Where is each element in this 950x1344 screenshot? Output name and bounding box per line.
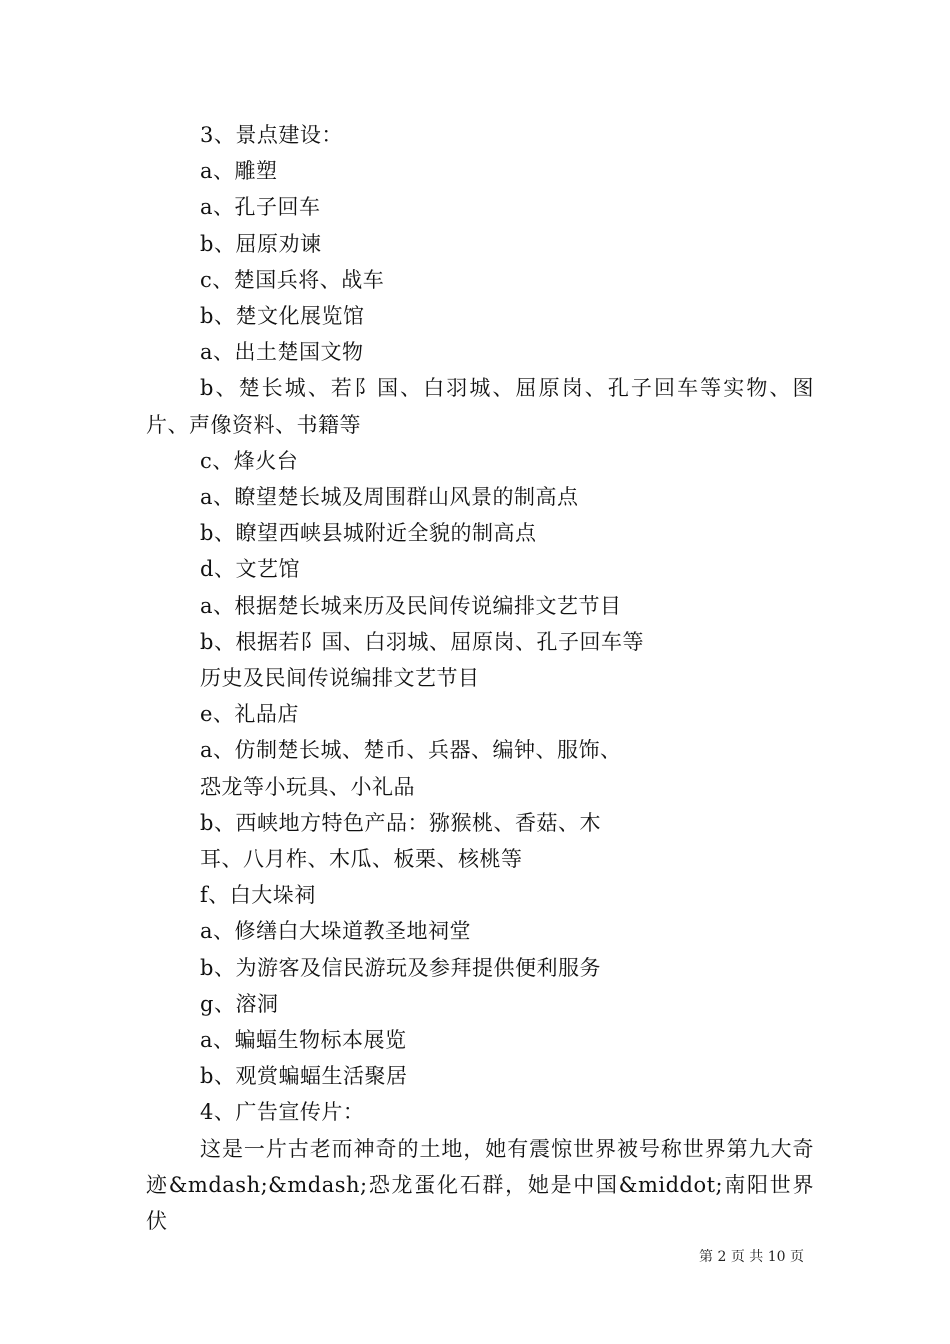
- list-item: a、根据楚长城来历及民间传说编排文艺节目: [200, 593, 622, 618]
- list-item: a、仿制楚长城、楚币、兵器、编钟、服饰、: [200, 738, 622, 763]
- list-item-continuation: 耳、八月柞、木瓜、板栗、核桃等: [200, 847, 523, 872]
- list-item: g、溶洞: [200, 991, 279, 1016]
- list-item-continuation: 历史及民间传说编排文艺节目: [200, 666, 480, 691]
- section-heading-scenic-construction: 3、景点建设：: [200, 123, 343, 147]
- list-item: c、烽火台: [200, 448, 299, 473]
- list-item: b、观赏蝙蝠生活聚居: [200, 1064, 408, 1089]
- list-item: a、孔子回车: [200, 195, 321, 220]
- list-item-continuation: 恐龙等小玩具、小礼品: [200, 774, 415, 799]
- page-number-footer: 第 2 页 共 10 页: [699, 1249, 804, 1265]
- list-item: a、雕塑: [200, 159, 278, 184]
- section-heading-promo-video: 4、广告宣传片：: [200, 1100, 365, 1125]
- list-item: b、西峡地方特色产品：猕猴桃、香菇、木: [200, 810, 601, 835]
- body-paragraph: 这是一片古老而神奇的土地，她有震惊世界被号称世界第九大奇迹&mdash;&mdash;恐龙蛋化石群，她是中国&middot;南阳世界伏: [146, 1136, 814, 1234]
- list-item: b、屈原劝谏: [200, 231, 322, 256]
- list-item: a、瞭望楚长城及周围群山风景的制高点: [200, 485, 579, 510]
- list-item: a、出土楚国文物: [200, 340, 364, 365]
- list-item: b、楚文化展览馆: [200, 304, 365, 329]
- list-item-wrapped: b、楚长城、若阝国、白羽城、屈原岗、孔子回车等实物、图片、声像资料、书籍等: [146, 376, 814, 437]
- list-item: a、蝙蝠生物标本展览: [200, 1028, 407, 1053]
- list-item: b、瞭望西峡县城附近全貌的制高点: [200, 521, 537, 546]
- document-body: [146, 117, 814, 1239]
- list-item: a、修缮白大垛道教圣地祠堂: [200, 919, 472, 944]
- list-item: b、为游客及信民游玩及参拜提供便利服务: [200, 955, 601, 980]
- list-item: f、白大垛祠: [200, 883, 316, 908]
- list-item: e、礼品店: [200, 702, 299, 727]
- list-item: d、文艺馆: [200, 557, 300, 582]
- list-item: c、楚国兵将、战车: [200, 267, 385, 292]
- list-item: b、根据若阝国、白羽城、屈原岗、孔子回车等: [200, 629, 644, 654]
